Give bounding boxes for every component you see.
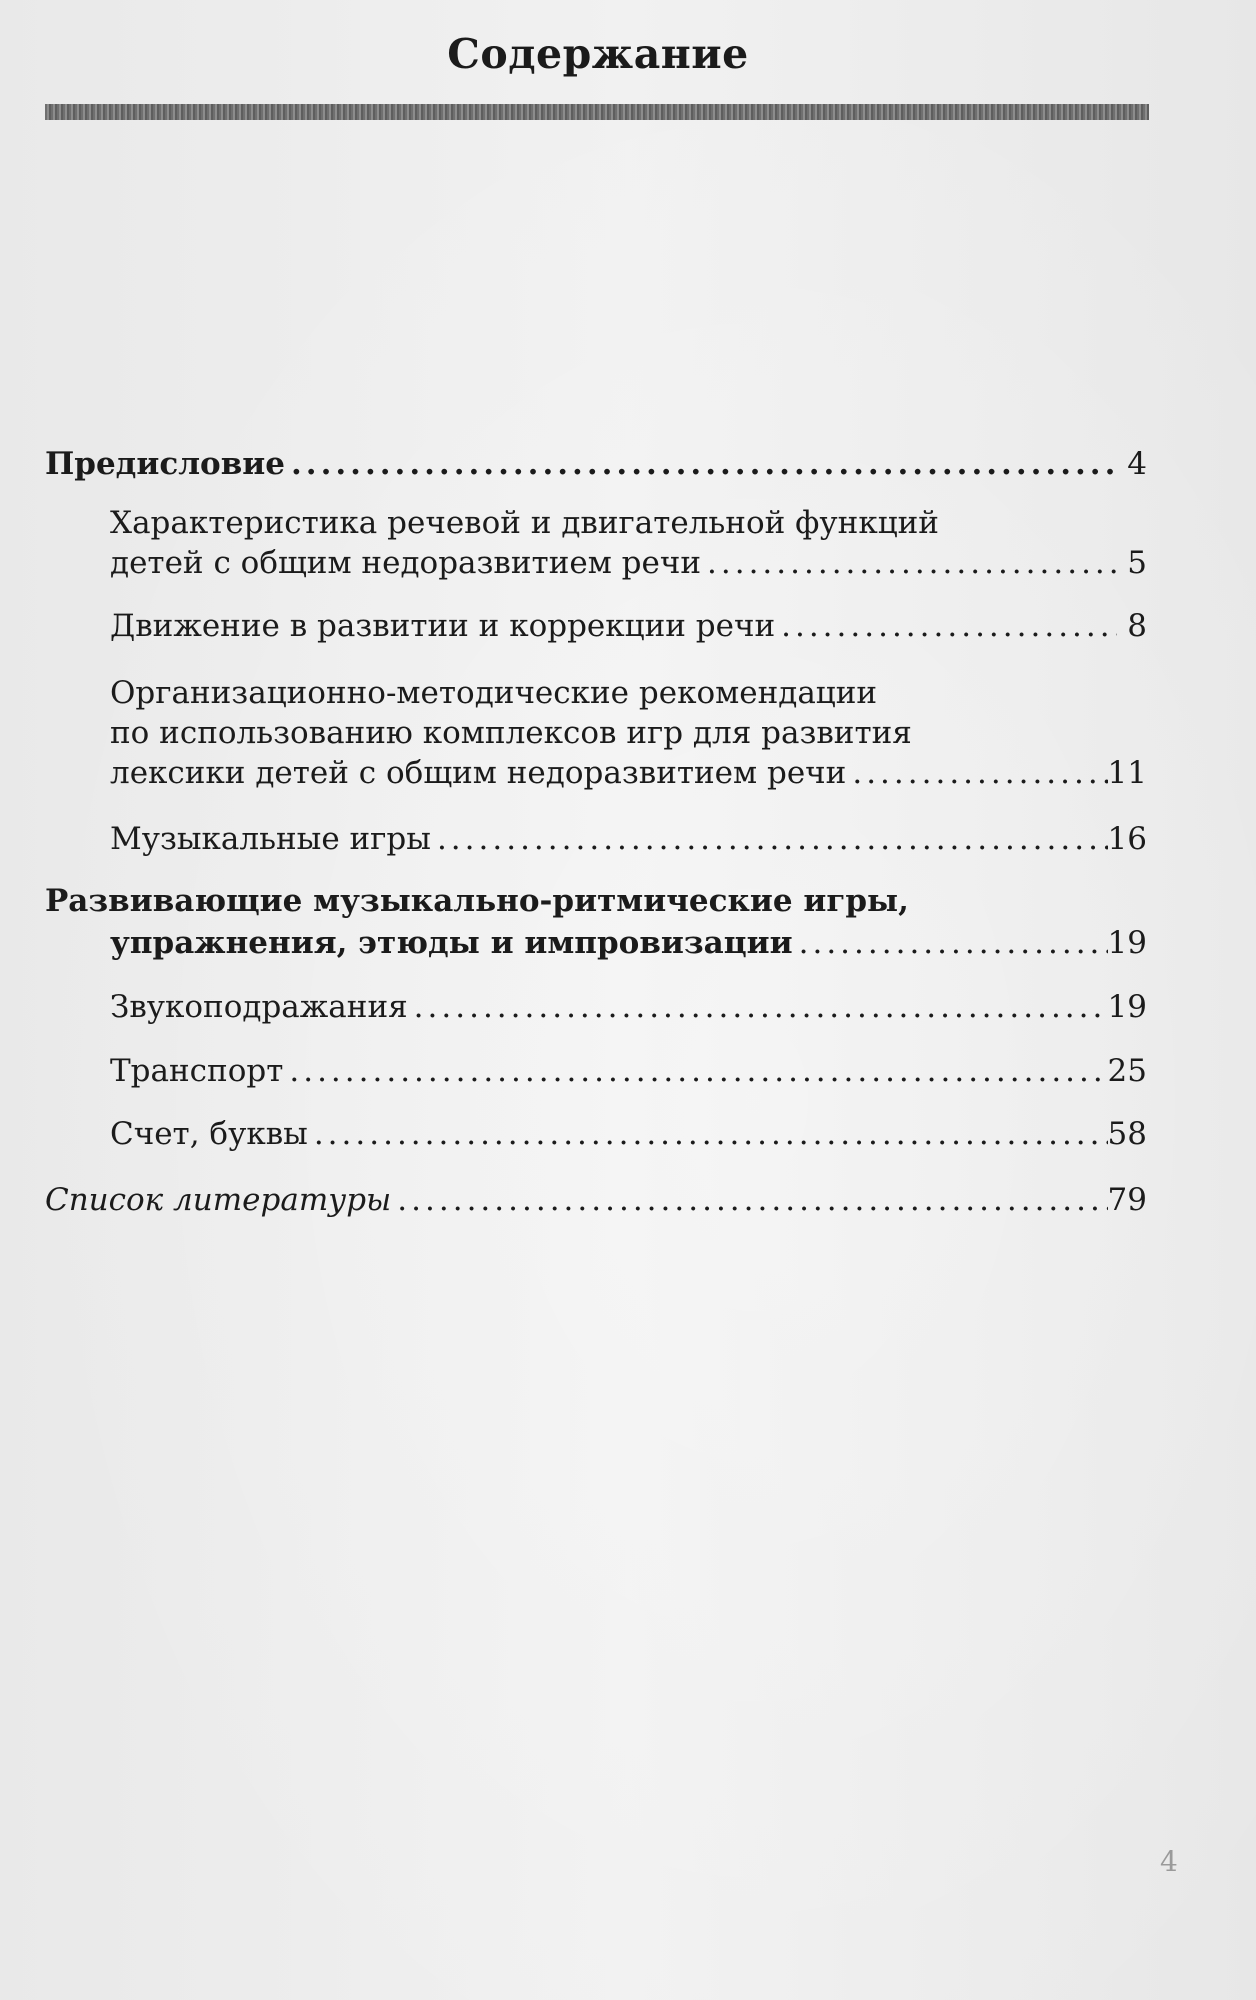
toc-entry-title: упражнения, этюды и импровизации [110,925,793,961]
toc-page-number: 11 [1107,755,1147,791]
toc-leader-row [110,920,1147,967]
toc-page-number: 79 [1107,1182,1147,1218]
toc-entry-line: по использованию комплексов игр для развития [110,715,912,751]
toc-dot-leader [308,1111,1108,1158]
toc-leader-row [110,603,1147,650]
toc-leader-row [110,540,1147,587]
toc-dot-leader [846,750,1107,797]
toc-entry-line: Развивающие музыкально-ритмические игры, [45,883,909,919]
toc-leader-row [110,1111,1147,1158]
toc-page-number: 4 [1127,446,1147,482]
toc-entry-title: Движение в развитии и коррекции речи [110,608,776,644]
toc-entry-line: Характеристика речевой и двигательной функций [110,505,939,541]
toc-page-number: 19 [1107,925,1147,961]
toc-leader-row [110,1048,1147,1095]
toc-dot-leader [285,441,1117,488]
toc-entry-title: Предисловие [45,446,285,482]
toc-entry-title: Звукоподражания [110,989,408,1025]
page-corner-mark: 4 [1160,1845,1178,1878]
title-rule [45,104,1149,120]
toc-entry-title: Музыкальные игры [110,821,431,857]
toc-leader-row [110,816,1147,863]
toc-entry-title: детей с общим недоразвитием речи [110,545,702,581]
toc-page-number: 58 [1107,1116,1147,1152]
toc-leader-row [110,984,1147,1031]
toc-dot-leader [431,816,1108,863]
toc-entry-line: Организационно-методические рекомендации [110,675,878,711]
toc-entry-title: лексики детей с общим недоразвитием речи [110,755,847,791]
toc-page-number: 16 [1107,821,1147,857]
toc-page-number: 8 [1127,608,1147,644]
toc-entry-title: Счет, буквы [110,1116,308,1152]
toc-page-number: 5 [1127,545,1147,581]
toc-dot-leader [283,1048,1107,1095]
toc-page-number: 19 [1107,989,1147,1025]
toc-dot-leader [793,920,1108,967]
toc-dot-leader [701,540,1117,587]
toc-dot-leader [775,603,1117,650]
toc-entry-title: Транспорт [110,1053,284,1089]
toc-leader-row [110,750,1147,797]
toc-leader-row [45,441,1147,488]
toc-leader-row [45,1177,1147,1224]
toc-page-number: 25 [1107,1053,1147,1089]
toc-entry-title: Список литературы [45,1182,392,1218]
toc-dot-leader [391,1177,1107,1224]
page-title: Содержание [447,30,749,78]
toc-dot-leader [408,984,1108,1031]
